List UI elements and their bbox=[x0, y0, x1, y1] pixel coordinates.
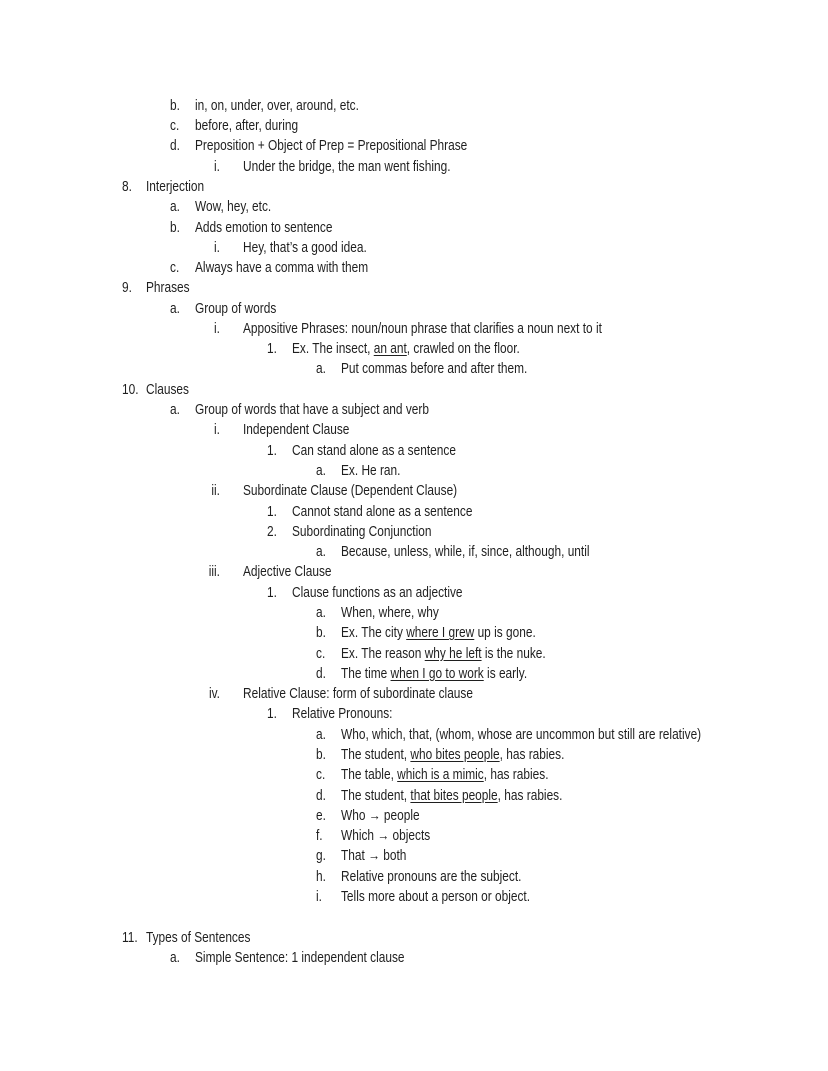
text-segment: , crawled on the floor. bbox=[406, 341, 520, 357]
text-segment: , has rabies. bbox=[483, 767, 549, 783]
list-text: Independent Clause bbox=[242, 422, 350, 438]
underlined-example: an ant bbox=[373, 341, 407, 357]
outline-item-level-5 bbox=[0, 887, 623, 907]
list-text: Clauses bbox=[145, 382, 189, 398]
outline-item-level-4 bbox=[0, 441, 623, 461]
underlined-example: when I go to work bbox=[390, 666, 484, 682]
list-marker: iv. bbox=[208, 686, 220, 702]
list-text bbox=[292, 339, 520, 359]
list-marker: a. bbox=[315, 544, 326, 560]
text-segment: The table, bbox=[340, 767, 398, 783]
list-text: Interjection bbox=[145, 179, 205, 195]
list-text: Adjective Clause bbox=[242, 564, 332, 580]
outline-item-level-2 bbox=[0, 299, 623, 319]
list-marker: b. bbox=[315, 625, 326, 641]
list-marker: g. bbox=[315, 848, 326, 864]
list-marker: a. bbox=[169, 950, 180, 966]
list-text: Under the bridge, the man went fishing. bbox=[242, 159, 451, 175]
outline-item-level-3 bbox=[0, 481, 623, 501]
list-marker: c. bbox=[315, 646, 326, 662]
outline-item-level-5 bbox=[0, 806, 623, 826]
list-marker: 1. bbox=[266, 504, 277, 520]
list-marker: ii. bbox=[211, 483, 220, 499]
text-segment: Ex. The city bbox=[340, 625, 407, 641]
list-marker: d. bbox=[169, 138, 180, 154]
outline-item-level-5 bbox=[0, 603, 623, 623]
text-segment: , has rabies. bbox=[497, 788, 563, 804]
outline-item-level-2 bbox=[0, 96, 623, 116]
text-segment: Ex. The insect, bbox=[291, 341, 374, 357]
outline-item-level-3 bbox=[0, 319, 623, 339]
outline-item-level-5 bbox=[0, 542, 623, 562]
outline-item-level-5 bbox=[0, 725, 702, 745]
outline-item-level-5 bbox=[0, 786, 623, 806]
list-text: Hey, that’s a good idea. bbox=[242, 240, 367, 256]
outline-item-level-3 bbox=[0, 157, 623, 177]
list-text: Tells more about a person or object. bbox=[340, 889, 531, 905]
text-segment: is early. bbox=[483, 666, 528, 682]
list-marker: i. bbox=[214, 240, 220, 256]
list-marker: d. bbox=[315, 666, 326, 682]
list-marker: 9. bbox=[121, 280, 132, 296]
outline-item-level-3 bbox=[0, 684, 623, 704]
outline-item-level-2 bbox=[0, 116, 623, 136]
list-text: Preposition + Object of Prep = Prepositional Phrase bbox=[194, 138, 468, 154]
text-segment: up is gone. bbox=[474, 625, 536, 641]
list-text: before, after, during bbox=[194, 118, 299, 134]
outline-item-level-5 bbox=[0, 745, 623, 765]
list-text: Wow, hey, etc. bbox=[194, 199, 272, 215]
list-marker: c. bbox=[169, 260, 180, 276]
outline-item-level-4 bbox=[0, 339, 623, 359]
list-text: Always have a comma with them bbox=[194, 260, 369, 276]
list-marker: 8. bbox=[121, 179, 132, 195]
list-text: Who, which, that, (whom, whose are uncommon but still are relative) bbox=[340, 727, 702, 743]
outline-item-level-5 bbox=[0, 623, 623, 643]
list-marker: b. bbox=[169, 98, 180, 114]
list-text: Cannot stand alone as a sentence bbox=[291, 504, 473, 520]
list-marker: 1. bbox=[266, 341, 277, 357]
list-marker: a. bbox=[315, 605, 326, 621]
list-text: Simple Sentence: 1 independent clause bbox=[194, 950, 405, 966]
list-text bbox=[341, 745, 564, 765]
list-text: That → both bbox=[340, 848, 407, 864]
list-text: Can stand alone as a sentence bbox=[291, 443, 456, 459]
list-marker: e. bbox=[315, 808, 326, 824]
list-marker: c. bbox=[315, 767, 326, 783]
list-text: Which → objects bbox=[340, 828, 431, 844]
list-marker: a. bbox=[169, 402, 180, 418]
outline-item-level-2 bbox=[0, 948, 623, 968]
list-text bbox=[341, 765, 549, 785]
list-text: When, where, why bbox=[340, 605, 439, 621]
list-text: Relative pronouns are the subject. bbox=[340, 869, 522, 885]
outline-item-level-5 bbox=[0, 359, 623, 379]
list-text bbox=[341, 664, 527, 684]
list-text bbox=[341, 623, 536, 643]
outline-item-level-4 bbox=[0, 522, 623, 542]
list-text: Appositive Phrases: noun/noun phrase that clarifies a noun next to it bbox=[242, 321, 602, 337]
outline-item-level-5 bbox=[0, 867, 623, 887]
text-segment: The time bbox=[340, 666, 391, 682]
list-marker: i. bbox=[315, 889, 322, 905]
list-text: Adds emotion to sentence bbox=[194, 220, 333, 236]
list-text: Subordinating Conjunction bbox=[291, 524, 432, 540]
list-marker: a. bbox=[169, 199, 180, 215]
text-segment: Ex. The reason bbox=[340, 646, 425, 662]
outline-item-level-4 bbox=[0, 583, 623, 603]
outline-item-level-3 bbox=[0, 420, 623, 440]
outline-item-level-2 bbox=[0, 258, 623, 278]
underlined-example: which is a mimic bbox=[397, 767, 484, 783]
outline-item-level-3 bbox=[0, 562, 623, 582]
outline-item-level-1 bbox=[0, 380, 623, 400]
outline-item-level-4 bbox=[0, 502, 623, 522]
text-segment: , has rabies. bbox=[499, 747, 565, 763]
list-marker: 1. bbox=[266, 706, 277, 722]
list-marker: 2. bbox=[266, 524, 277, 540]
underlined-example: who bites people bbox=[410, 747, 500, 763]
list-marker: i. bbox=[214, 422, 220, 438]
list-text: Types of Sentences bbox=[145, 930, 251, 946]
list-text: Because, unless, while, if, since, although, until bbox=[340, 544, 590, 560]
list-text: Ex. He ran. bbox=[340, 463, 401, 479]
list-text: Group of words that have a subject and verb bbox=[194, 402, 429, 418]
list-marker: i. bbox=[214, 321, 220, 337]
list-marker: c. bbox=[169, 118, 180, 134]
text-segment: The student, bbox=[340, 788, 411, 804]
outline-item-level-5 bbox=[0, 644, 623, 664]
list-text: Phrases bbox=[145, 280, 190, 296]
list-marker: h. bbox=[315, 869, 326, 885]
outline-item-level-1 bbox=[0, 928, 623, 948]
outline-item-level-3 bbox=[0, 238, 623, 258]
list-text: Put commas before and after them. bbox=[340, 361, 528, 377]
outline-item-level-2 bbox=[0, 136, 623, 156]
list-marker: iii. bbox=[208, 564, 220, 580]
list-text: Relative Clause: form of subordinate clause bbox=[242, 686, 473, 702]
text-segment: is the nuke. bbox=[481, 646, 546, 662]
outline-item-level-5 bbox=[0, 664, 623, 684]
text-segment: The student, bbox=[340, 747, 411, 763]
outline-item-level-5 bbox=[0, 461, 623, 481]
outline-item-level-1 bbox=[0, 278, 623, 298]
list-text: Subordinate Clause (Dependent Clause) bbox=[242, 483, 458, 499]
underlined-example: that bites people bbox=[410, 788, 498, 804]
outline-item-level-2 bbox=[0, 400, 623, 420]
list-text bbox=[341, 786, 562, 806]
list-marker: a. bbox=[169, 301, 180, 317]
list-marker: a. bbox=[315, 361, 326, 377]
outline-item-level-5 bbox=[0, 826, 623, 846]
list-marker: 1. bbox=[266, 585, 277, 601]
list-text: in, on, under, over, around, etc. bbox=[194, 98, 359, 114]
underlined-example: why he left bbox=[424, 646, 482, 662]
list-marker: 11. bbox=[121, 930, 138, 946]
list-marker: d. bbox=[315, 788, 326, 804]
list-text bbox=[341, 644, 546, 664]
list-marker: 1. bbox=[266, 443, 277, 459]
list-marker: i. bbox=[214, 159, 220, 175]
list-marker: 10. bbox=[121, 382, 139, 398]
list-text: Who → people bbox=[340, 808, 420, 824]
outline-item-level-4 bbox=[0, 704, 623, 724]
outline-item-level-2 bbox=[0, 197, 623, 217]
list-text: Relative Pronouns: bbox=[291, 706, 393, 722]
list-marker: b. bbox=[169, 220, 180, 236]
list-text: Group of words bbox=[194, 301, 277, 317]
list-marker: b. bbox=[315, 747, 326, 763]
list-marker: a. bbox=[315, 463, 326, 479]
outline-item-level-5 bbox=[0, 846, 623, 866]
list-marker: f. bbox=[315, 828, 323, 844]
list-text: Clause functions as an adjective bbox=[291, 585, 463, 601]
underlined-example: where I grew bbox=[406, 625, 475, 641]
list-marker: a. bbox=[315, 727, 326, 743]
outline-item-level-2 bbox=[0, 218, 623, 238]
outline-item-level-5 bbox=[0, 765, 623, 785]
outline-item-level-1 bbox=[0, 177, 623, 197]
